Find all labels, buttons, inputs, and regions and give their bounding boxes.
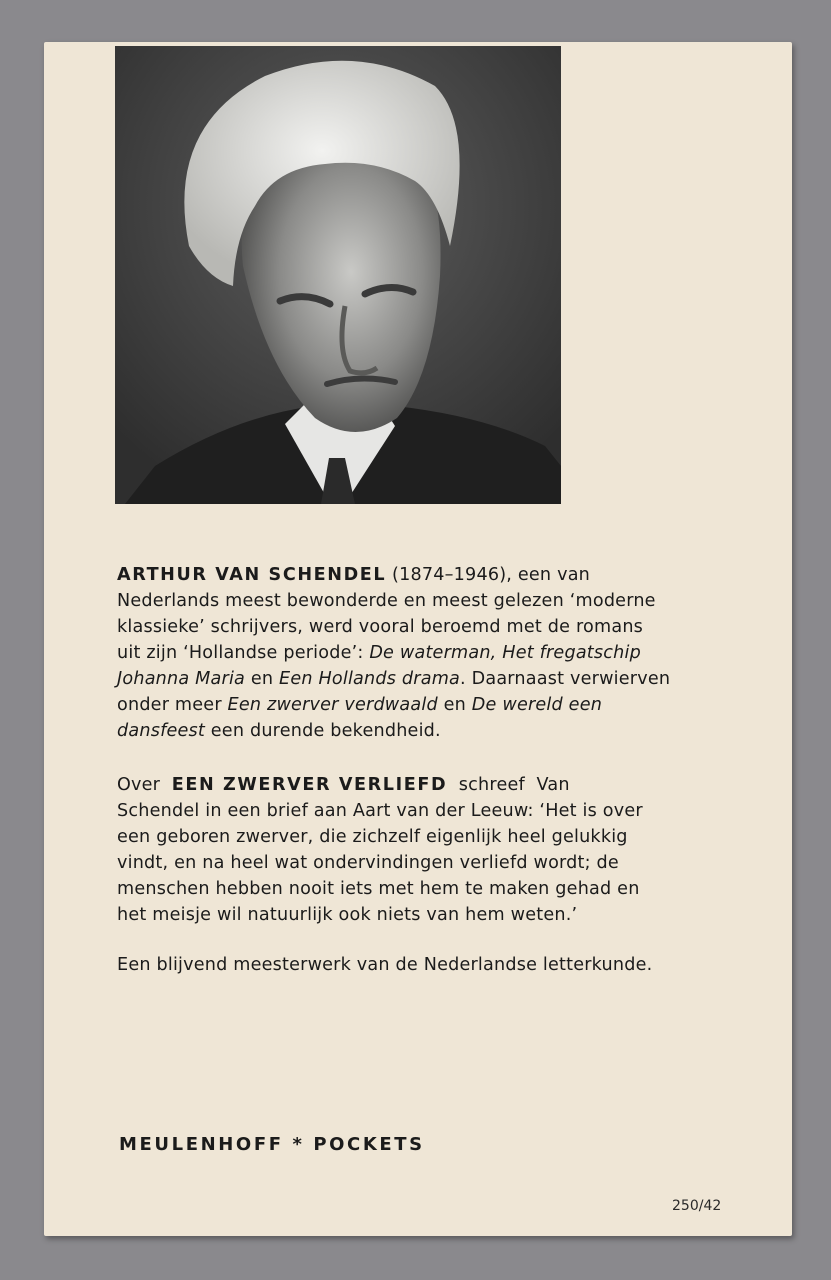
about-text: schreef Van — [447, 775, 570, 795]
bio-line-3: klassieke’ schrijvers, werd vooral beroemd met de romans — [117, 617, 644, 637]
book-titles: De waterman, Het fregatschip — [369, 643, 641, 663]
publisher-imprint: MEULENHOFF * POCKETS — [119, 1134, 425, 1155]
bio-line-7 — [117, 721, 441, 741]
bio-paragraph — [117, 562, 737, 744]
blurb — [117, 562, 737, 978]
bio-line-6 — [117, 695, 602, 715]
author-name: ARTHUR VAN SCHENDEL — [117, 565, 387, 585]
bio-line-2: Nederlands meest bewonderde en meest gelezen ‘moderne — [117, 591, 656, 611]
book-title: Johanna Maria — [117, 669, 246, 689]
bio-text: en — [437, 695, 472, 715]
bio-line-1 — [117, 565, 590, 585]
about-paragraph — [117, 772, 737, 928]
bio-line-4 — [117, 643, 641, 663]
about-line-5: menschen hebben nooit iets met hem te maken gehad en — [117, 879, 640, 899]
bio-text: (1874–1946), een van — [386, 565, 591, 585]
bio-line-5 — [117, 669, 670, 689]
about-line-6: het meisje wil natuurlijk ook niets van hem weten.’ — [117, 905, 578, 925]
book-title: Een Hollands drama — [279, 669, 461, 689]
about-line-1 — [117, 775, 570, 795]
book-back-cover — [44, 42, 792, 1236]
bio-text: onder meer — [117, 695, 228, 715]
bio-text: . Daarnaast verwierven — [460, 669, 671, 689]
book-title: dansfeest — [117, 721, 205, 741]
book-title: De wereld een — [471, 695, 603, 715]
closing-text: Een blijvend meesterwerk van de Nederlandse letterkunde. — [117, 955, 653, 975]
closing-line — [117, 952, 737, 978]
novel-title: EEN ZWERVER VERLIEFD — [171, 775, 448, 795]
bio-text: en — [245, 669, 279, 689]
about-line-2: Schendel in een brief aan Aart van der Leeuw: ‘Het is over — [117, 801, 643, 821]
about-line-4: vindt, en na heel wat ondervindingen verliefd wordt; de — [117, 853, 619, 873]
book-title: Een zwerver verdwaald — [227, 695, 438, 715]
bio-text: uit zijn ‘Hollandse periode’: — [117, 643, 370, 663]
catalog-code: 250/42 — [672, 1198, 722, 1214]
about-line-3: een geboren zwerver, die zichzelf eigenlijk heel gelukkig — [117, 827, 628, 847]
about-text: Over — [117, 775, 172, 795]
bio-text: een durende bekendheid. — [204, 721, 441, 741]
author-portrait — [115, 46, 561, 504]
